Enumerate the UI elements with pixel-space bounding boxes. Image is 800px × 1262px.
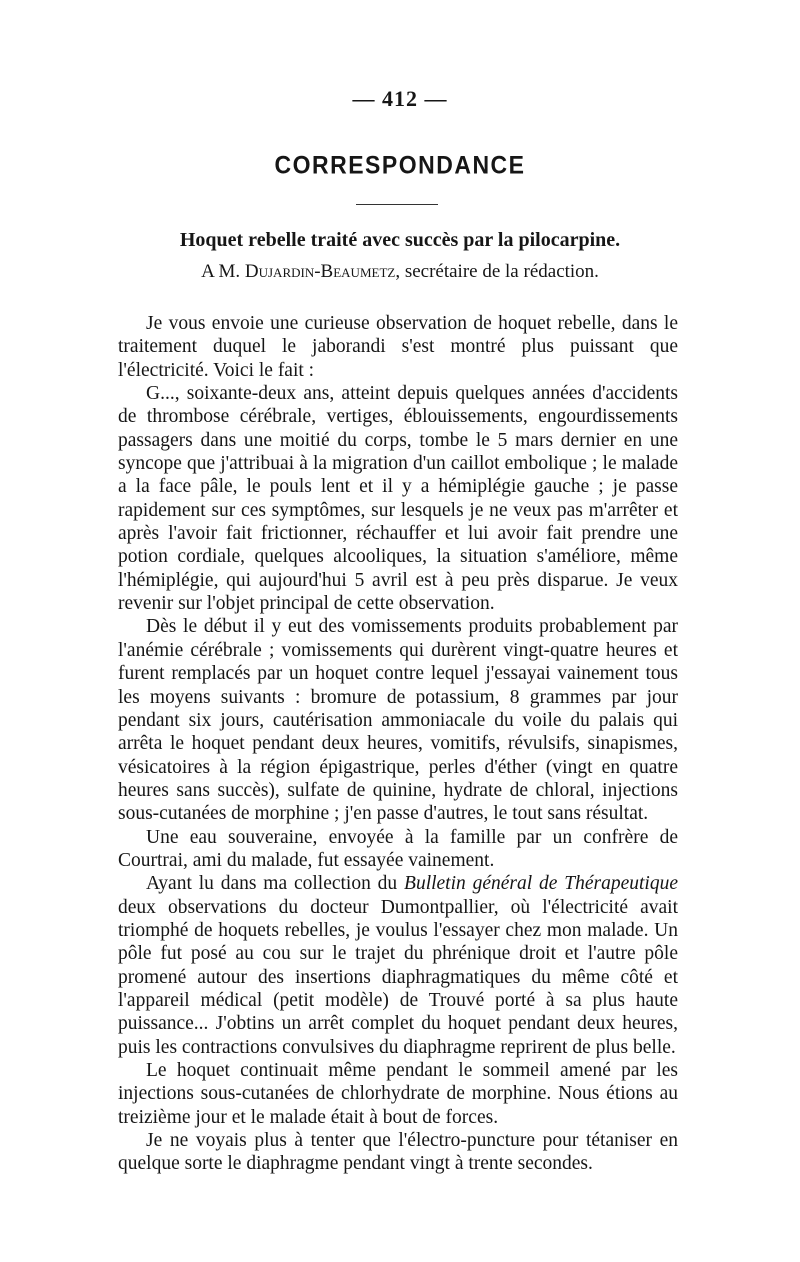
paragraph-5-after: deux observations du docteur Dumontpallier, où l'électricité avait triomphé de hoquets rebelles, je voulus l'essayer chez mon malade. Un pôle fut posé au cou sur le trajet du phrénique droit et l'autre pôle promené autour des insertions diaphragmatiques du même côté et l'appareil médical (petit modèle) de Trouvé porté à sa plus haute puissance... J'obtins un arrêt complet du hoquet pendant deux heures, puis les contractions convulsives du diaphragme reprirent de plus belle.	[118, 896, 678, 1058]
paragraph-4: Une eau souveraine, envoyée à la famille par un confrère de Courtrai, ami du malade, fut essayée vainement.	[118, 826, 678, 871]
title-rule	[356, 204, 438, 205]
paragraph-2: G..., soixante-deux ans, atteint depuis quelques années d'accidents de thrombose cérébrale, vertiges, éblouissements, engourdissements passagers dans une moitié du corps, tombe le 5 mars dernier en une syncope que j'attribuai à la migration d'un caillot embolique ; le malade a la face pâle, le pouls lent et il y a hémiplégie gauche ; je passe rapidement sur ces symptômes, sur lesquels je ne veux pas m'arrêter et après l'avoir fait frictionner, réchauffer et lui avoir fait prendre une potion cordiale, quelques alcooliques, la situation s'améliore, même l'hémiplégie, qui aujourd'hui 5 avril est à peu près disparue. Je veux revenir sur l'objet principal de cette observation.	[118, 383, 678, 615]
paragraph-7: Je ne voyais plus à tenter que l'électro-puncture pour tétaniser en quelque sorte le diaphragme pendant vingt à trente secondes.	[118, 1130, 678, 1175]
paragraph-3: Dès le début il y eut des vomissements produits probablement par l'anémie cérébrale ; vomissements qui durèrent vingt-quatre heures et furent remplacés par un hoquet contre lequel j'essayai vainement tous les moyens suivants : bromure de potassium, 8 grammes par jour pendant six jours, cautérisation ammoniacale du voile du palais qui arrêta le hoquet pendant deux heures, vomitifs, révulsifs, sinapismes, vésicatoires à la région épigastrique, perles d'éther (vingt en quatre heures sans succès), sulfate de quinine, hydrate de chloral, injections sous-cutanées de morphine ; j'en passe d'autres, le tout sans résultat.	[118, 616, 678, 825]
addressee-prefix: A M.	[201, 261, 245, 282]
journal-title: Bulletin général de Thérapeutique	[404, 873, 678, 895]
letter-body	[118, 312, 678, 1176]
page-number: — 412 —	[352, 86, 448, 111]
addressee-suffix: , secrétaire de la rédaction.	[395, 261, 599, 282]
paragraph-5	[118, 872, 678, 1059]
paragraph-6: Le hoquet continuait même pendant le sommeil amené par les injections sous-cutanées de chlorhydrate de morphine. Nous étions au treizième jour et le malade était à bout de forces.	[118, 1060, 678, 1128]
paragraph-5-before: Ayant lu dans ma collection du	[146, 873, 405, 895]
article-title: Hoquet rebelle traité avec succès par la pilocarpine.	[179, 229, 621, 251]
addressee-line	[0, 261, 800, 283]
paragraph-1: Je vous envoie une curieuse observation de hoquet rebelle, dans le traitement duquel le jaborandi s'est montré plus puissant que l'électricité. Voici le fait :	[118, 313, 678, 381]
addressee-name: Dujardin-Beaumetz	[244, 261, 396, 282]
section-title: CORRESPONDANCE	[274, 150, 526, 180]
